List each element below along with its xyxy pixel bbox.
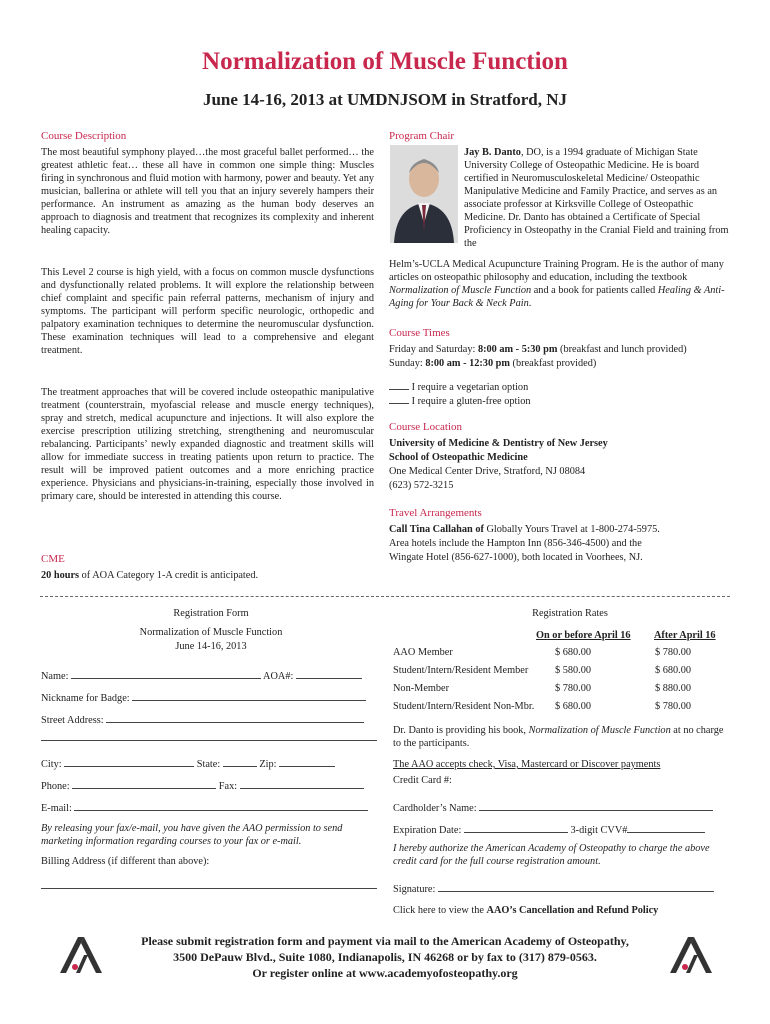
- times-sunday-label: Sunday:: [389, 358, 426, 369]
- expiration-input[interactable]: [464, 822, 568, 833]
- course-description-p3: The treatment approaches that will be covered include osteopathic manipulative treatment (counterstrain, myofascial release and muscle energy techniques), spray and stretch, medical acupuncture and injections. It will also explore the exercise prescription utilizing stretching, strengthening and neuromuscular rebalancing. Participants’ newly expanded diagnostic and treatment skills will allow for immediate success in treating patients upon return to practice. The result will be improved patient outcomes and a more enriching practice experience. Physicians and physicians-in-training, especially those involved in primary care, should be interested in attending this course.: [41, 387, 374, 502]
- chair-photo: [390, 145, 458, 243]
- credit-card-label: Credit Card #:: [393, 775, 452, 786]
- cancellation-policy-link[interactable]: [393, 905, 658, 916]
- chair-name: Jay B. Danto: [464, 147, 521, 158]
- chair-bio-continued: [389, 258, 734, 310]
- rate-col-late: After April 16: [654, 630, 716, 641]
- footer-line-2: 3500 DePauw Blvd., Suite 1080, Indianapolis, IN 46268 or by fax to (317) 879-0563.: [173, 950, 597, 964]
- street-input-line-2[interactable]: [41, 730, 377, 741]
- course-location-heading: Course Location: [389, 421, 463, 433]
- book-note-c: at no charge to the participants.: [393, 725, 724, 749]
- billing-address-input[interactable]: [41, 878, 377, 889]
- email-input[interactable]: [74, 800, 368, 811]
- phone-fax-field[interactable]: [41, 778, 364, 792]
- rate-row: [393, 665, 733, 683]
- travel-contact: Call Tina Callahan of: [389, 524, 484, 535]
- vegetarian-label: I require a vegetarian option: [411, 382, 529, 393]
- page-subtitle: June 14-16, 2013 at UMDNJSOM in Stratford, NJ: [202, 90, 568, 109]
- gluten-free-label: I require a gluten-free option: [411, 396, 531, 407]
- street-field[interactable]: [41, 712, 364, 726]
- location-address: One Medical Center Drive, Stratford, NJ 08084: [389, 466, 586, 477]
- authorization-note: I hereby authorize the American Academy of Osteopathy to charge the above credit card for the full course registration amount.: [393, 843, 710, 867]
- name-input[interactable]: [71, 668, 261, 679]
- registration-rates-heading: Registration Rates: [532, 608, 608, 619]
- name-field[interactable]: [41, 668, 362, 682]
- phone-label: Phone:: [41, 781, 70, 792]
- gluten-free-option[interactable]: [389, 393, 531, 408]
- footer-line-1: Please submit registration form and payment via mail to the American Academy of Osteopathy,: [141, 934, 629, 948]
- registration-form-course: Normalization of Muscle Function: [139, 627, 283, 638]
- signature-field[interactable]: [393, 881, 714, 895]
- registration-form-dates: June 14-16, 2013: [175, 641, 247, 652]
- policy-link-text[interactable]: AAO’s Cancellation and Refund Policy: [486, 905, 659, 916]
- cardholder-field[interactable]: [393, 800, 713, 814]
- rate-early: $ 580.00: [555, 665, 592, 676]
- rate-label: AAO Member: [393, 647, 453, 658]
- cardholder-input[interactable]: [479, 800, 713, 811]
- email-label: E-mail:: [41, 803, 72, 814]
- fax-label: Fax:: [218, 781, 238, 792]
- rate-early: $ 780.00: [555, 683, 592, 694]
- street-label: Street Address:: [41, 715, 104, 726]
- times-sunday-note: (breakfast provided): [509, 358, 597, 369]
- chair-book2: Healing & Anti-Aging for Your Back & Neck Pain: [389, 285, 725, 309]
- name-label: Name:: [41, 671, 69, 682]
- email-field[interactable]: [41, 800, 368, 814]
- registration-form-heading: Registration Form: [173, 608, 249, 619]
- rate-label: Non-Member: [393, 683, 450, 694]
- cme-hours: 20 hours: [41, 570, 80, 581]
- course-times-sunday: [389, 357, 734, 370]
- nickname-label: Nickname for Badge:: [41, 693, 130, 704]
- rates-table: [393, 647, 733, 719]
- times-days-hours: 8:00 am - 5:30 pm: [477, 344, 558, 355]
- times-sunday-hours: 8:00 am - 12:30 pm: [425, 358, 510, 369]
- cme-heading: CME: [41, 553, 65, 565]
- city-input[interactable]: [64, 756, 194, 767]
- page-title: Normalization of Muscle Function: [202, 48, 568, 75]
- city-state-zip-field[interactable]: [41, 756, 335, 770]
- chair-bio-cont-b: and a book for patients called: [531, 285, 658, 296]
- signature-input[interactable]: [438, 881, 714, 892]
- cme-text: [41, 569, 374, 582]
- phone-input[interactable]: [72, 778, 216, 789]
- aoa-label: AOA#:: [263, 671, 294, 682]
- state-label: State:: [196, 759, 221, 770]
- footer-website[interactable]: Or register online at www.academyofosteopathy.org: [252, 966, 518, 980]
- vegetarian-blank[interactable]: [389, 379, 409, 390]
- rate-col-early: On or before April 16: [536, 630, 631, 641]
- marketing-consent-note: By releasing your fax/e-mail, you have given the AAO permission to send marketing information regarding courses to your fax or e-mail.: [41, 823, 343, 847]
- zip-input[interactable]: [279, 756, 335, 767]
- rate-late: $ 780.00: [655, 701, 692, 712]
- gluten-free-blank[interactable]: [389, 393, 409, 404]
- fax-input[interactable]: [240, 778, 364, 789]
- times-days-note: (breakfast and lunch provided): [557, 344, 687, 355]
- rate-late: $ 680.00: [655, 665, 692, 676]
- chair-bio-cont-a: Helm’s-UCLA Medical Acupuncture Training Program. He is the author of many articles on osteopathic philosophy and education, including the textbook: [389, 259, 724, 283]
- course-times-friday: [389, 343, 734, 356]
- city-label: City:: [41, 759, 62, 770]
- cut-line-divider: [40, 596, 730, 597]
- aoa-input[interactable]: [296, 668, 362, 679]
- rate-late: $ 880.00: [655, 683, 692, 694]
- cvv-input[interactable]: [627, 822, 705, 833]
- travel-line-2: Area hotels include the Hampton Inn (856-346-4500) and the: [389, 538, 642, 549]
- travel-line-1: [389, 523, 660, 536]
- travel-line-3: Wingate Hotel (856-627-1000), both located in Voorhees, NJ.: [389, 552, 643, 563]
- zip-label: Zip:: [259, 759, 277, 770]
- program-chair-heading: Program Chair: [389, 130, 455, 142]
- expiration-cvv-field[interactable]: [393, 822, 705, 836]
- book-note-a: Dr. Danto is providing his book,: [393, 725, 529, 736]
- vegetarian-option[interactable]: [389, 379, 528, 394]
- course-times-heading: Course Times: [389, 327, 450, 339]
- nickname-input[interactable]: [132, 690, 366, 701]
- course-description-p1: The most beautiful symphony played…the most graceful ballet performed… the greatest athletic feat… these all have in common one simple thing: Muscles firing in synchronous and fluid motion with harmony, power and beauty. Yet any musician, ballerina or athlete will tell you that an injury severely hampers their performance. An instrument as amazing as the human body deserves an approach to diagnosis and treatment that recognizes its complexity and inherent healing capacity.: [41, 147, 374, 236]
- location-school: School of Osteopathic Medicine: [389, 452, 528, 463]
- rate-row: [393, 701, 733, 719]
- chair-bio-text: , DO, is a 1994 graduate of Michigan State University College of Osteopathic Medicine. He is board certified in Neuromusculoskeletal Medicine/ Osteopathic Manipulative Medicine and Family Practice, and serves as an associate professor at Kirksville College of Osteopathic Medicine. Dr. Danto has obtained a Certificate of Special Proficiency in Osteopathy in the Cranial Field and training from the: [464, 147, 729, 249]
- location-university: University of Medicine & Dentistry of New Jersey: [389, 438, 608, 449]
- book-provided-note: [393, 724, 729, 750]
- submission-instructions: [0, 933, 770, 981]
- rate-row: [393, 683, 733, 701]
- rate-label: Student/Intern/Resident Non-Mbr.: [393, 701, 535, 712]
- state-input[interactable]: [223, 756, 257, 767]
- cvv-label: 3-digit CVV#: [570, 825, 628, 836]
- location-phone: (623) 572-3215: [389, 480, 454, 491]
- book-note-title: Normalization of Muscle Function: [528, 725, 671, 736]
- rate-label: Student/Intern/Resident Member: [393, 665, 529, 676]
- rate-early: $ 680.00: [555, 647, 592, 658]
- policy-link-prefix: Click here to view the: [393, 905, 487, 916]
- rate-row: [393, 647, 733, 665]
- course-description-p2: This Level 2 course is high yield, with a focus on common muscle dysfunctions and dysfunctionally related problems. It will explore the relationship between chief complaint and specific pain referral patterns, mechanism of injury and symptoms. The participant will perform specific neurologic, orthopedic and palpatory examination techniques to determine the neuromuscular dysfunction. These examination techniques will lead to a comprehensive and elegant treatment.: [41, 267, 374, 356]
- rate-early: $ 680.00: [555, 701, 592, 712]
- course-description-heading: Course Description: [41, 130, 127, 142]
- chair-bio-cont-c: .: [528, 298, 532, 309]
- billing-address-label: Billing Address (if different than above):: [41, 856, 210, 867]
- travel-heading: Travel Arrangements: [389, 507, 482, 519]
- nickname-field[interactable]: [41, 690, 366, 704]
- street-input[interactable]: [106, 712, 364, 723]
- travel-agency: Globally Yours Travel at 1-800-274-5975.: [483, 524, 660, 535]
- signature-label: Signature:: [393, 884, 436, 895]
- chair-bio-intro: [464, 146, 734, 250]
- chair-book1: Normalization of Muscle Function: [389, 285, 532, 296]
- rate-late: $ 780.00: [655, 647, 692, 658]
- portrait-image: [390, 145, 458, 243]
- expiration-label: Expiration Date:: [393, 825, 462, 836]
- cme-credit: of AOA Category 1-A credit is anticipated.: [79, 570, 259, 581]
- payment-methods: The AAO accepts check, Visa, Mastercard or Discover payments: [393, 759, 661, 770]
- cardholder-label: Cardholder’s Name:: [393, 803, 477, 814]
- times-days-label: Friday and Saturday:: [389, 344, 478, 355]
